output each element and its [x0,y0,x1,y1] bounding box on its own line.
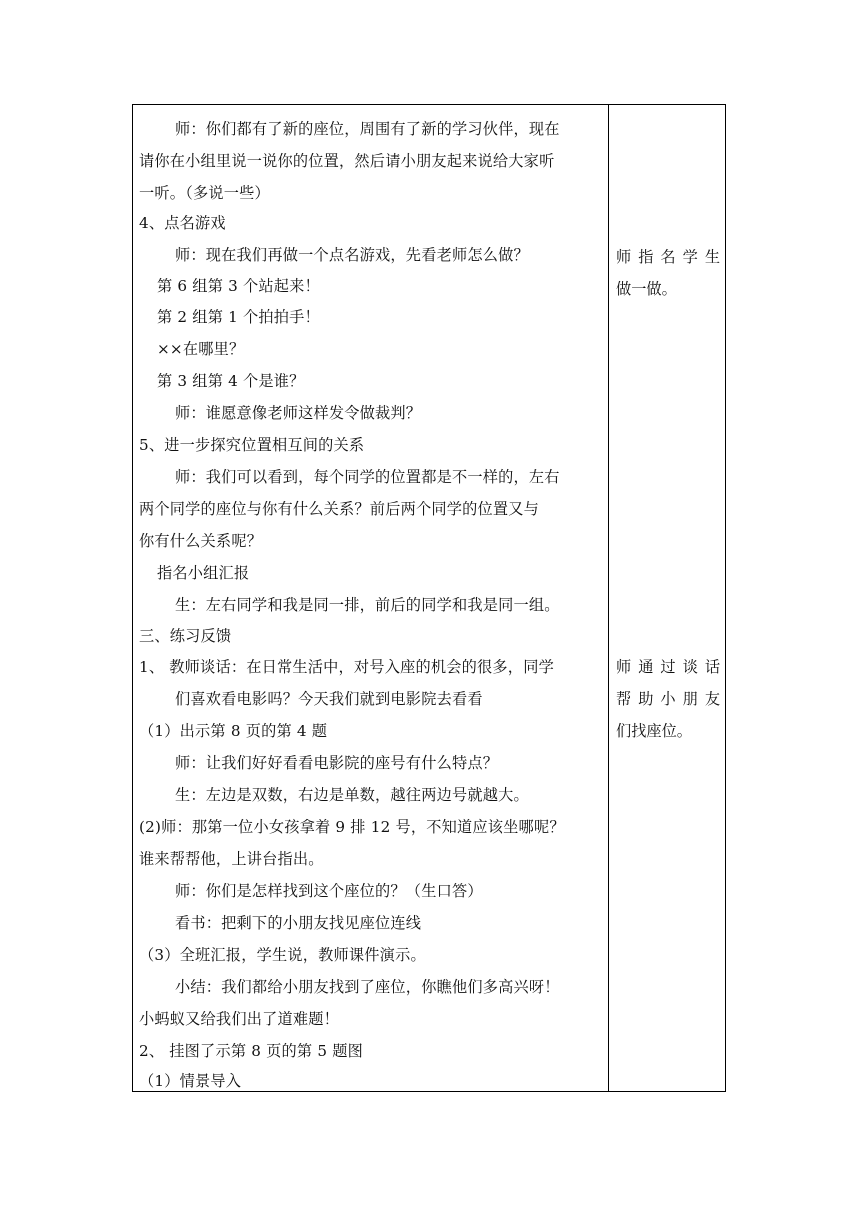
column-divider [608,105,609,1091]
text-line: (2)师：那第一位小女孩拿着 9 排 12 号，不知道应该坐哪呢？ [139,818,565,836]
side-note-line: 师通过谈话 [616,658,720,676]
text-line: 生：左右同学和我是同一排，前后的同学和我是同一组。 [175,596,560,614]
text-line: 一听。（多说一些） [139,184,270,202]
text-line: 你有什么关系呢？ [139,532,263,550]
text-line: 生：左边是双数，右边是单数，越往两边号就越大。 [175,786,529,804]
text-line: 指名小组汇报 [157,564,250,582]
text-line: 请你在小组里说一说你的位置，然后请小朋友起来说给大家听 [139,152,555,170]
text-line: 谁来帮帮他，上讲台指出。 [139,850,324,868]
text-line: 1、 教师谈话：在日常生活中，对号入座的机会的很多，同学 [139,658,554,676]
text-line: （3）全班汇报，学生说，教师课件演示。 [139,946,426,964]
text-line: 第 2 组第 1 个拍拍手！ [157,308,320,326]
text-line: 们喜欢看电影吗？今天我们就到电影院去看看 [175,690,483,708]
side-note-line: 们找座位。 [616,722,692,740]
text-line: 师：你们是怎样找到这个座位的？（生口答） [175,882,483,900]
text-line: 师：谁愿意像老师这样发令做裁判？ [175,404,422,422]
section-heading: 5、进一步探究位置相互间的关系 [139,436,365,454]
text-line: 2、 挂图了示第 8 页的第 5 题图 [139,1042,363,1060]
text-line: （1）情景导入 [139,1072,242,1090]
text-line: 第 6 组第 3 个站起来！ [157,277,320,295]
text-line: 两个同学的座位与你有什么关系？前后两个同学的位置又与 [139,500,540,518]
text-line: （1）出示第 8 页的第 4 题 [139,722,328,740]
text-line: 看书：把剩下的小朋友找见座位连线 [175,914,422,932]
text-line: 第 3 组第 4 个是谁？ [157,372,305,390]
side-note-line: 做一做。 [616,280,677,298]
text-line: 师：你们都有了新的座位，周围有了新的学习伙伴，现在 [175,120,560,138]
text-line: 师：让我们好好看看电影院的座号有什么特点？ [175,754,499,772]
section-heading: 三、练习反馈 [139,627,232,645]
text-line: 小结：我们都给小朋友找到了座位，你瞧他们多高兴呀！ [175,978,560,996]
side-note-line: 帮助小朋友 [616,690,720,708]
text-line: ××在哪里？ [157,340,245,358]
text-line: 师：现在我们再做一个点名游戏，先看老师怎么做？ [175,246,529,264]
text-line: 师：我们可以看到，每个同学的位置都是不一样的，左右 [175,468,560,486]
text-line: 小蚂蚁又给我们出了道难题！ [139,1010,340,1028]
side-note-line: 师指名学生 [616,248,720,266]
lesson-plan-table [132,104,726,1092]
section-heading: 4、点名游戏 [139,214,226,232]
